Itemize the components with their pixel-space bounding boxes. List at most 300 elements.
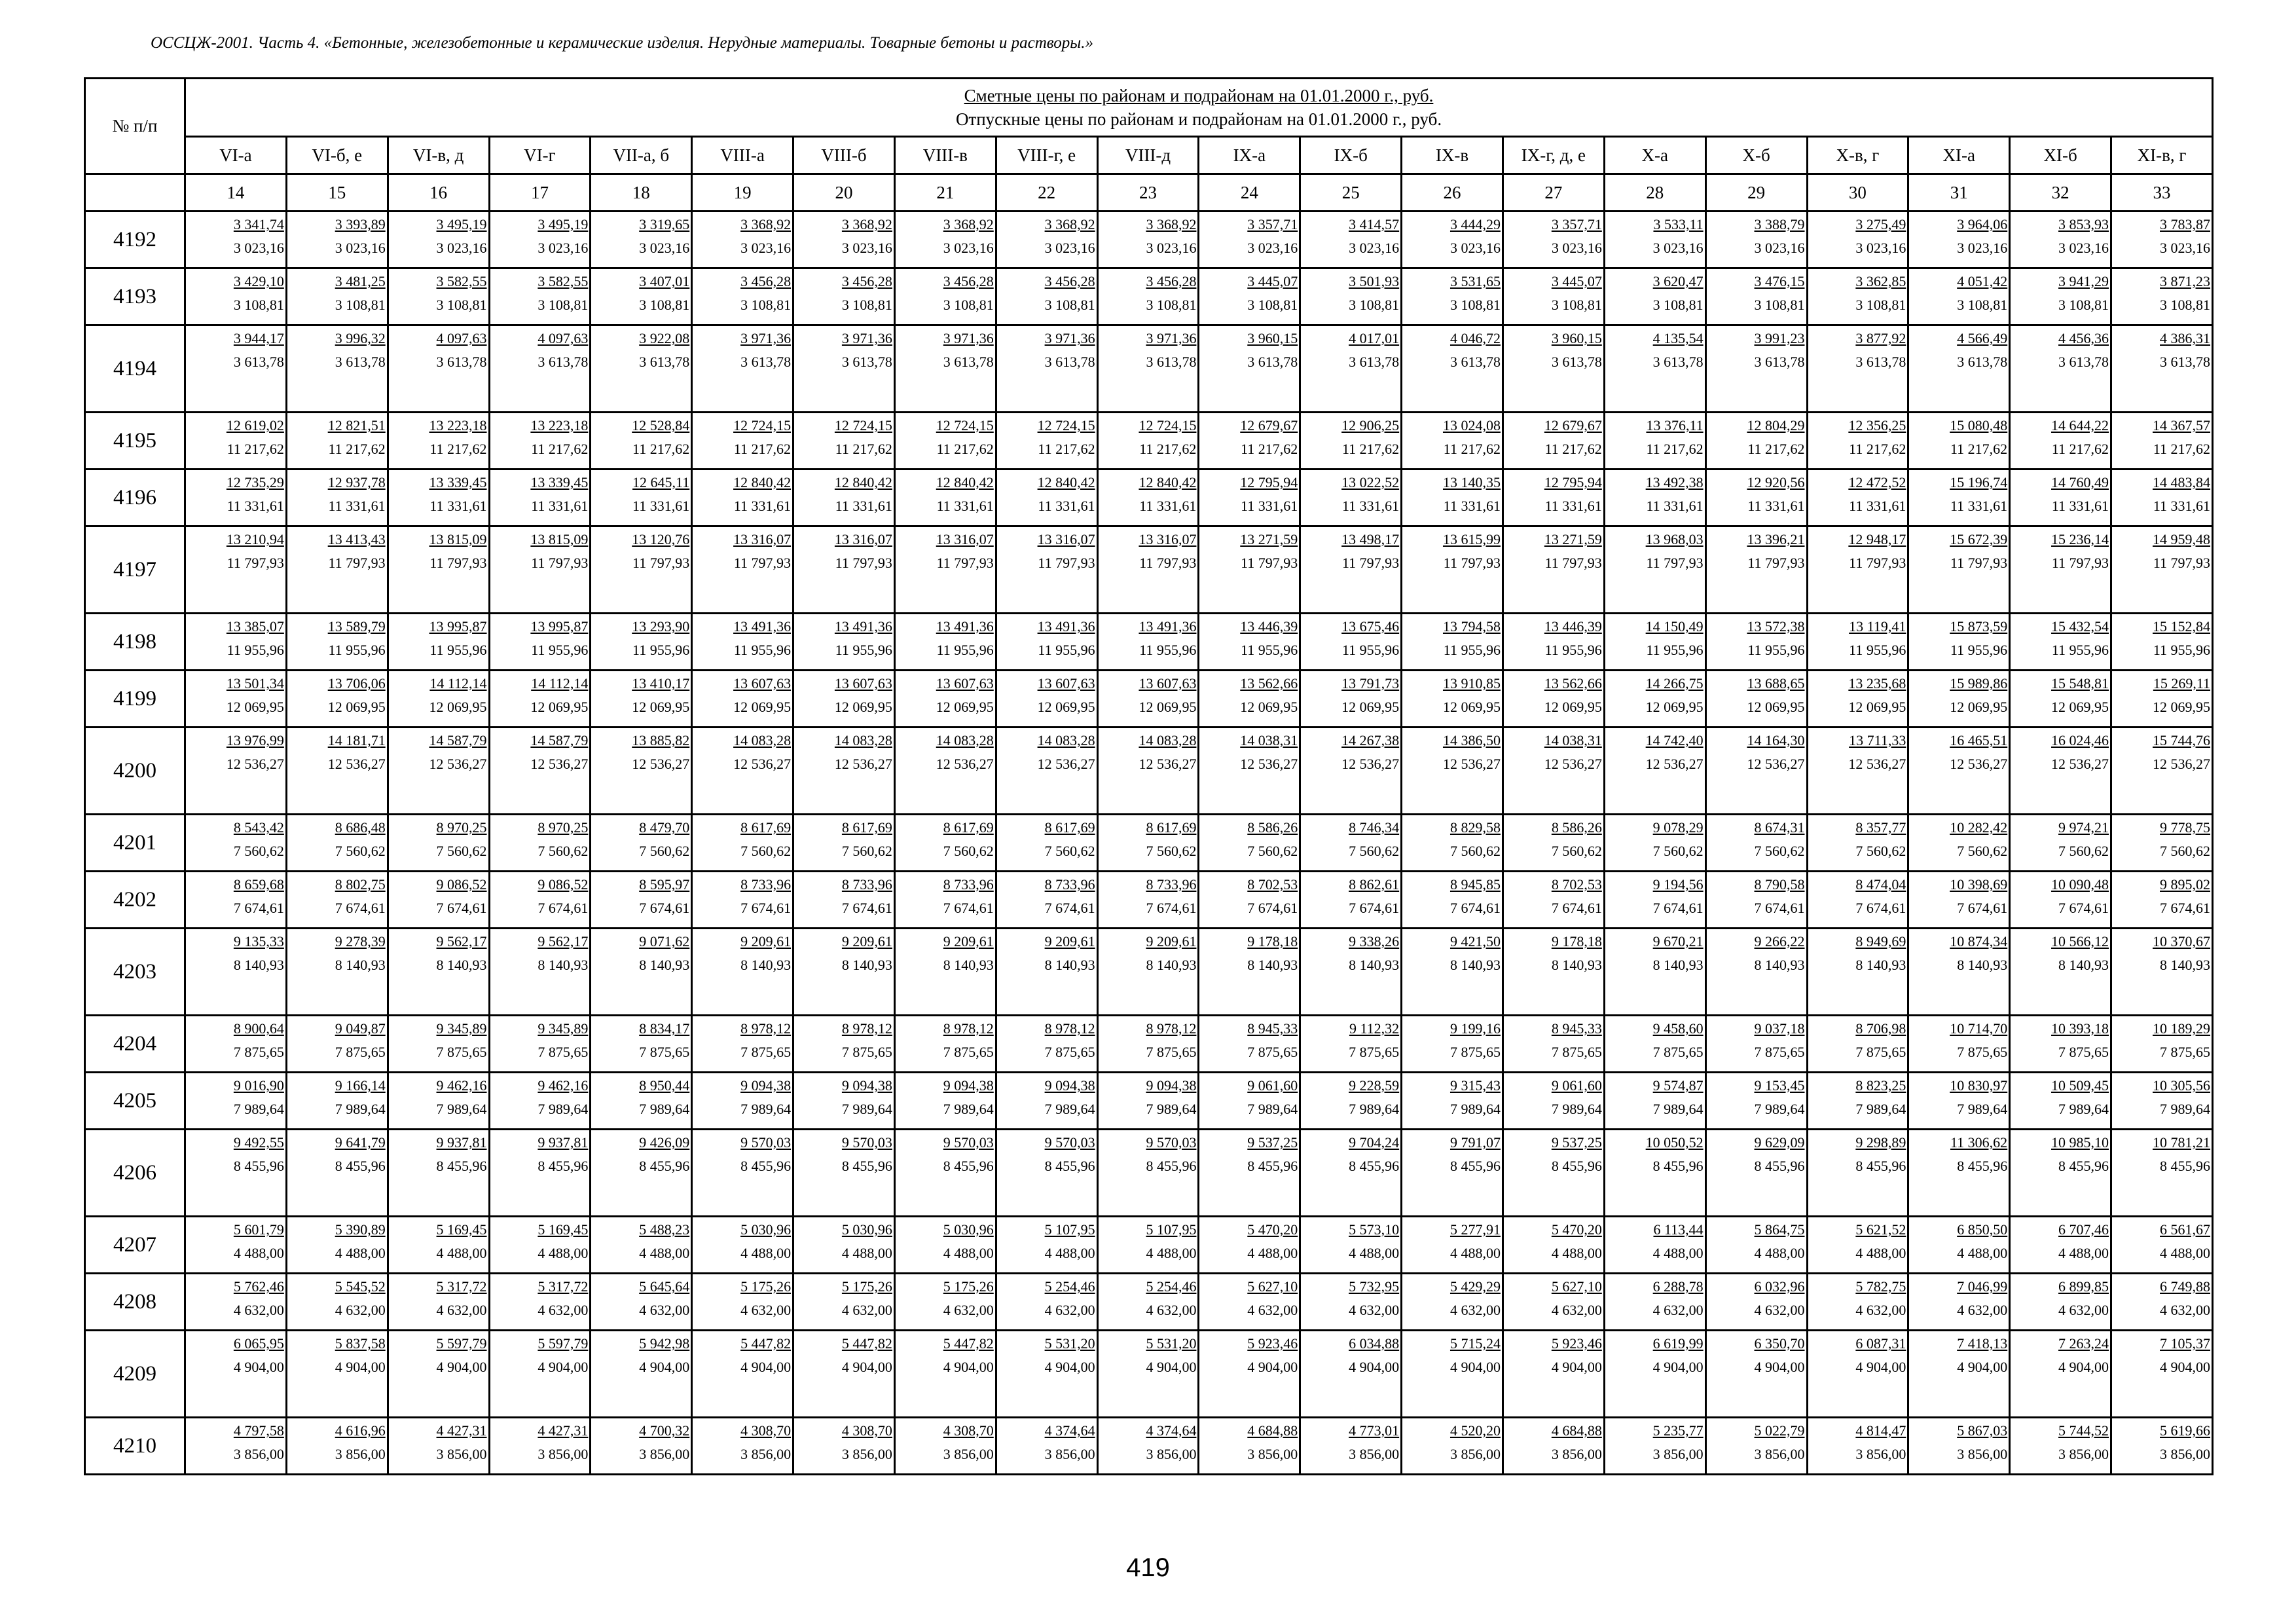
price-cell	[1705, 1073, 1807, 1130]
release-price: 11 955,96	[227, 642, 284, 658]
column-number: 18	[591, 174, 692, 212]
release-price: 7 989,64	[2160, 1101, 2211, 1117]
district-header: IX-в	[1402, 137, 1503, 174]
estimate-price: 8 834,17	[639, 1020, 690, 1037]
estimate-price: 9 537,25	[1551, 1134, 1602, 1151]
estimate-price: 8 659,68	[233, 876, 284, 893]
price-cell	[1300, 1418, 1402, 1475]
estimate-price: 13 607,63	[733, 675, 792, 692]
estimate-price: 9 135,33	[233, 933, 284, 950]
release-price: 4 632,00	[1551, 1302, 1602, 1318]
release-price: 8 140,93	[639, 957, 690, 973]
estimate-price: 5 645,64	[639, 1278, 690, 1295]
price-cell	[793, 1217, 895, 1274]
table-row	[85, 1016, 2213, 1073]
release-price: 7 560,62	[841, 843, 892, 859]
release-price: 3 023,16	[1754, 240, 1805, 256]
estimate-price: 3 971,36	[841, 330, 892, 346]
price-cell	[1402, 1073, 1503, 1130]
release-price: 4 632,00	[639, 1302, 690, 1318]
release-price: 11 331,61	[2051, 498, 2109, 514]
price-cell	[286, 325, 388, 413]
release-price: 3 613,78	[841, 354, 892, 370]
estimate-price: 6 707,46	[2058, 1221, 2109, 1238]
estimate-price: 12 840,42	[733, 474, 792, 490]
price-cell	[1604, 728, 1705, 815]
price-cell	[1705, 815, 1807, 872]
price-cell	[388, 470, 489, 526]
price-cell	[1503, 413, 1604, 470]
estimate-price: 3 445,07	[1551, 273, 1602, 289]
release-price: 7 875,65	[1349, 1044, 1400, 1060]
price-cell	[1807, 1274, 1908, 1331]
price-cell	[894, 872, 996, 929]
district-header: VIII-б	[793, 137, 895, 174]
release-price: 4 904,00	[1957, 1359, 2008, 1375]
release-price: 3 856,00	[1449, 1446, 1501, 1462]
price-cell	[1705, 325, 1807, 413]
price-cell	[996, 1217, 1097, 1274]
release-price: 12 536,27	[1950, 756, 2008, 772]
estimate-price: 12 724,15	[834, 417, 892, 434]
estimate-price: 8 790,58	[1754, 876, 1805, 893]
estimate-price: 9 199,16	[1449, 1020, 1501, 1037]
price-cell	[793, 413, 895, 470]
price-cell	[1402, 1217, 1503, 1274]
estimate-price: 9 266,22	[1754, 933, 1805, 950]
estimate-price: 12 645,11	[632, 474, 690, 490]
price-cell	[388, 268, 489, 325]
price-cell	[1300, 212, 1402, 268]
release-price: 4 488,00	[1247, 1245, 1298, 1261]
price-cell	[1705, 929, 1807, 1016]
price-cell	[692, 413, 793, 470]
release-price: 4 904,00	[436, 1359, 487, 1375]
release-price: 4 632,00	[1754, 1302, 1805, 1318]
estimate-price: 10 714,70	[1950, 1020, 2008, 1037]
release-price: 11 955,96	[632, 642, 690, 658]
estimate-price: 9 209,61	[1146, 933, 1197, 950]
release-price: 4 904,00	[1652, 1359, 1704, 1375]
price-cell	[1503, 470, 1604, 526]
release-price: 7 560,62	[1247, 843, 1298, 859]
price-cell	[286, 1130, 388, 1217]
price-cell	[894, 1073, 996, 1130]
estimate-price: 3 319,65	[639, 216, 690, 232]
release-price: 12 536,27	[2153, 756, 2211, 772]
release-price: 7 674,61	[1349, 900, 1400, 916]
estimate-price: 8 970,25	[436, 819, 487, 836]
price-cell	[1199, 929, 1300, 1016]
price-cell	[793, 1130, 895, 1217]
release-price: 3 613,78	[436, 354, 487, 370]
price-cell	[1705, 413, 1807, 470]
estimate-price: 4 797,58	[233, 1422, 284, 1439]
price-cell	[286, 1217, 388, 1274]
release-price: 11 331,61	[632, 498, 690, 514]
estimate-price: 5 601,79	[233, 1221, 284, 1238]
price-cell	[2111, 614, 2213, 671]
price-cell	[894, 212, 996, 268]
release-price: 4 488,00	[841, 1245, 892, 1261]
column-number: 25	[1300, 174, 1402, 212]
price-cell	[489, 526, 591, 614]
release-price: 11 217,62	[733, 441, 792, 457]
estimate-price: 5 390,89	[335, 1221, 386, 1238]
estimate-price: 6 350,70	[1754, 1335, 1805, 1352]
estimate-price: 15 548,81	[2051, 675, 2109, 692]
price-cell	[1503, 325, 1604, 413]
estimate-price: 3 456,28	[1146, 273, 1197, 289]
release-price: 3 023,16	[1449, 240, 1501, 256]
price-cell	[793, 268, 895, 325]
price-cell	[1300, 1217, 1402, 1274]
estimate-price: 9 049,87	[335, 1020, 386, 1037]
price-cell	[591, 1331, 692, 1418]
estimate-price: 8 746,34	[1349, 819, 1400, 836]
estimate-price: 9 209,61	[1044, 933, 1095, 950]
release-price: 8 140,93	[233, 957, 284, 973]
estimate-price: 8 617,69	[943, 819, 994, 836]
release-price: 3 613,78	[335, 354, 386, 370]
estimate-price: 4 308,70	[740, 1422, 792, 1439]
estimate-price: 10 398,69	[1950, 876, 2008, 893]
price-cell	[1807, 1016, 1908, 1073]
price-cell	[185, 728, 287, 815]
estimate-price: 9 094,38	[1146, 1077, 1197, 1094]
release-price: 4 488,00	[1044, 1245, 1095, 1261]
estimate-price: 9 574,87	[1652, 1077, 1704, 1094]
price-cell	[1705, 1217, 1807, 1274]
price-cell	[591, 872, 692, 929]
table-row	[85, 268, 2213, 325]
row-number: 4204	[85, 1016, 185, 1073]
running-header: ОССЦЖ-2001. Часть 4. «Бетонные, железобетонные и керамические изделия. Нерудные материалы. Товарные бетоны и растворы.»	[151, 34, 1093, 52]
price-cell	[1503, 614, 1604, 671]
estimate-price: 16 465,51	[1950, 732, 2008, 748]
release-price: 4 904,00	[1146, 1359, 1197, 1375]
price-cell	[1604, 1217, 1705, 1274]
price-cell	[1604, 325, 1705, 413]
estimate-price: 9 086,52	[538, 876, 589, 893]
price-cell	[1908, 212, 2010, 268]
price-cell	[1300, 1073, 1402, 1130]
estimate-price: 8 706,98	[1855, 1020, 1906, 1037]
estimate-price: 3 582,55	[436, 273, 487, 289]
estimate-price: 5 597,79	[436, 1335, 487, 1352]
release-price: 3 023,16	[1247, 240, 1298, 256]
price-cell	[2111, 1331, 2213, 1418]
price-cell	[996, 1274, 1097, 1331]
release-price: 4 632,00	[436, 1302, 487, 1318]
estimate-price: 9 570,03	[1044, 1134, 1095, 1151]
price-cell	[996, 929, 1097, 1016]
price-cell	[388, 728, 489, 815]
price-cell	[1097, 1130, 1199, 1217]
release-price: 8 455,96	[1146, 1158, 1197, 1174]
estimate-price: 8 978,12	[841, 1020, 892, 1037]
estimate-price: 6 087,31	[1855, 1335, 1906, 1352]
price-cell	[2111, 212, 2213, 268]
price-cell	[1807, 268, 1908, 325]
estimate-price: 5 169,45	[538, 1221, 589, 1238]
price-cell	[286, 815, 388, 872]
release-price: 11 217,62	[328, 441, 386, 457]
release-price: 7 989,64	[740, 1101, 792, 1117]
release-price: 11 331,61	[328, 498, 386, 514]
price-cell	[1199, 470, 1300, 526]
release-price: 7 875,65	[538, 1044, 589, 1060]
estimate-price: 12 795,94	[1544, 474, 1602, 490]
estimate-price: 14 742,40	[1645, 732, 1704, 748]
estimate-price: 8 949,69	[1855, 933, 1906, 950]
estimate-price: 3 971,36	[740, 330, 792, 346]
estimate-price: 13 501,34	[226, 675, 284, 692]
estimate-price: 3 495,19	[436, 216, 487, 232]
price-cell	[793, 728, 895, 815]
row-number: 4205	[85, 1073, 185, 1130]
release-price: 12 069,95	[327, 699, 386, 715]
release-price: 11 955,96	[1038, 642, 1095, 658]
price-cell	[1604, 470, 1705, 526]
release-price: 11 797,93	[328, 555, 386, 571]
release-price: 8 455,96	[436, 1158, 487, 1174]
release-price: 7 989,64	[1551, 1101, 1602, 1117]
price-cell	[692, 815, 793, 872]
estimate-price: 9 345,89	[538, 1020, 589, 1037]
release-price: 7 674,61	[1044, 900, 1095, 916]
price-cell	[286, 1274, 388, 1331]
estimate-price: 12 804,29	[1747, 417, 1805, 434]
release-price: 3 023,16	[335, 240, 386, 256]
release-price: 11 797,93	[733, 555, 792, 571]
release-price: 3 613,78	[1551, 354, 1602, 370]
estimate-price: 5 235,77	[1652, 1422, 1704, 1439]
release-price: 12 069,95	[2153, 699, 2211, 715]
release-price: 11 331,61	[1747, 498, 1805, 514]
estimate-price: 5 573,10	[1349, 1221, 1400, 1238]
release-price: 12 536,27	[530, 756, 589, 772]
price-cell	[1402, 815, 1503, 872]
release-price: 3 856,00	[1349, 1446, 1400, 1462]
estimate-price: 7 263,24	[2058, 1335, 2109, 1352]
estimate-price: 11 306,62	[1950, 1134, 2008, 1151]
price-cell	[692, 1418, 793, 1475]
estimate-price: 5 447,82	[740, 1335, 792, 1352]
estimate-price: 3 368,92	[841, 216, 892, 232]
price-cell	[692, 470, 793, 526]
estimate-price: 12 840,42	[936, 474, 994, 490]
estimate-price: 13 688,65	[1747, 675, 1805, 692]
release-price: 3 108,81	[1449, 297, 1501, 313]
district-header: VIII-а	[692, 137, 793, 174]
estimate-price: 9 086,52	[436, 876, 487, 893]
release-price: 4 488,00	[1349, 1245, 1400, 1261]
release-price: 3 108,81	[1957, 297, 2008, 313]
district-header: X-в, г	[1807, 137, 1908, 174]
row-number: 4207	[85, 1217, 185, 1274]
estimate-price: 9 278,39	[335, 933, 386, 950]
release-price: 7 989,64	[538, 1101, 589, 1117]
price-cell	[388, 1418, 489, 1475]
release-price: 3 613,78	[1449, 354, 1501, 370]
estimate-price: 5 619,66	[2160, 1422, 2211, 1439]
district-header: X-а	[1604, 137, 1705, 174]
price-cell	[894, 728, 996, 815]
estimate-price: 16 024,46	[2051, 732, 2109, 748]
release-price: 8 455,96	[639, 1158, 690, 1174]
price-cell	[2111, 671, 2213, 728]
estimate-price: 3 960,15	[1247, 330, 1298, 346]
estimate-price: 3 501,93	[1349, 273, 1400, 289]
price-cell	[2111, 1418, 2213, 1475]
estimate-price: 9 791,07	[1449, 1134, 1501, 1151]
release-price: 3 613,78	[639, 354, 690, 370]
release-price: 3 108,81	[943, 297, 994, 313]
release-price: 3 023,16	[1146, 240, 1197, 256]
estimate-price: 9 178,18	[1551, 933, 1602, 950]
estimate-price: 3 357,71	[1247, 216, 1298, 232]
price-cell	[1300, 872, 1402, 929]
price-cell	[388, 614, 489, 671]
column-number: 33	[2111, 174, 2213, 212]
release-price: 8 455,96	[1754, 1158, 1805, 1174]
price-cell	[1199, 1418, 1300, 1475]
release-price: 11 331,61	[429, 498, 487, 514]
estimate-price: 14 038,31	[1544, 732, 1602, 748]
release-price: 3 023,16	[841, 240, 892, 256]
release-price: 8 455,96	[841, 1158, 892, 1174]
release-price: 12 536,27	[1037, 756, 1095, 772]
estimate-price: 13 572,38	[1747, 618, 1805, 635]
release-price: 3 108,81	[1044, 297, 1095, 313]
release-prices-title: Отпускные цены по районам и подрайонам на 01.01.2000 г., руб.	[955, 109, 1442, 129]
price-cell	[1402, 671, 1503, 728]
estimate-price: 12 724,15	[1139, 417, 1197, 434]
table-row	[85, 1331, 2213, 1418]
estimate-price: 15 989,86	[1950, 675, 2008, 692]
price-cell	[894, 413, 996, 470]
table-row	[85, 929, 2213, 1016]
price-cell	[1503, 1016, 1604, 1073]
release-price: 7 875,65	[1957, 1044, 2008, 1060]
estimate-price: 4 700,32	[639, 1422, 690, 1439]
release-price: 11 331,61	[1544, 498, 1602, 514]
estimate-price: 10 566,12	[2051, 933, 2109, 950]
release-price: 7 560,62	[1449, 843, 1501, 859]
release-price: 7 875,65	[1247, 1044, 1298, 1060]
release-price: 11 797,93	[2153, 555, 2211, 571]
release-price: 4 632,00	[1449, 1302, 1501, 1318]
release-price: 7 989,64	[1855, 1101, 1906, 1117]
price-cell	[1908, 1130, 2010, 1217]
release-price: 12 069,95	[1848, 699, 1906, 715]
estimate-price: 5 867,03	[1957, 1422, 2008, 1439]
estimate-price: 12 821,51	[327, 417, 386, 434]
estimate-price: 8 702,53	[1247, 876, 1298, 893]
release-price: 7 875,65	[1652, 1044, 1704, 1060]
price-cell	[1097, 1073, 1199, 1130]
release-price: 4 904,00	[1044, 1359, 1095, 1375]
release-price: 3 023,16	[233, 240, 284, 256]
estimate-price: 9 194,56	[1652, 876, 1704, 893]
price-cell	[1604, 268, 1705, 325]
release-price: 11 217,62	[2051, 441, 2109, 457]
estimate-price: 14 164,30	[1747, 732, 1805, 748]
price-cell	[2010, 1130, 2111, 1217]
release-price: 11 797,93	[936, 555, 994, 571]
release-price: 8 455,96	[1044, 1158, 1095, 1174]
column-number: 24	[1199, 174, 1300, 212]
estimate-price: 3 456,28	[1044, 273, 1095, 289]
estimate-price: 13 995,87	[429, 618, 487, 635]
price-cell	[1300, 1130, 1402, 1217]
column-number: 32	[2010, 174, 2111, 212]
release-price: 3 613,78	[1349, 354, 1400, 370]
release-price: 3 856,00	[2160, 1446, 2211, 1462]
price-cell	[489, 1274, 591, 1331]
release-price: 7 560,62	[1146, 843, 1197, 859]
estimate-price: 12 724,15	[1037, 417, 1095, 434]
estimate-price: 12 724,15	[733, 417, 792, 434]
release-price: 7 560,62	[943, 843, 994, 859]
estimate-price: 5 030,96	[740, 1221, 792, 1238]
price-cell	[1402, 413, 1503, 470]
row-number: 4192	[85, 212, 185, 268]
table-title	[185, 79, 2213, 137]
release-price: 8 140,93	[2058, 957, 2109, 973]
release-price: 3 856,00	[1652, 1446, 1704, 1462]
price-cell	[996, 1016, 1097, 1073]
release-price: 4 488,00	[2058, 1245, 2109, 1261]
estimate-price: 14 150,49	[1645, 618, 1704, 635]
release-price: 7 989,64	[1247, 1101, 1298, 1117]
table-row	[85, 1073, 2213, 1130]
release-price: 4 632,00	[2160, 1302, 2211, 1318]
price-cell	[2111, 872, 2213, 929]
price-cell	[489, 1418, 591, 1475]
estimate-price: 4 308,70	[943, 1422, 994, 1439]
price-cell	[1097, 815, 1199, 872]
price-cell	[793, 1274, 895, 1331]
price-cell	[489, 268, 591, 325]
price-cell	[591, 526, 692, 614]
estimate-price: 9 094,38	[740, 1077, 792, 1094]
table-row	[85, 728, 2213, 815]
estimate-price: 4 374,64	[1044, 1422, 1095, 1439]
estimate-price: 4 374,64	[1146, 1422, 1197, 1439]
release-price: 3 613,78	[1146, 354, 1197, 370]
release-price: 12 536,27	[1645, 756, 1704, 772]
release-price: 11 797,93	[1849, 555, 1906, 571]
estimate-price: 13 615,99	[1442, 531, 1501, 547]
price-cell	[793, 526, 895, 614]
price-cell	[692, 1130, 793, 1217]
release-price: 11 955,96	[328, 642, 386, 658]
estimate-price: 4 566,49	[1957, 330, 2008, 346]
price-cell	[489, 815, 591, 872]
estimate-price: 13 293,90	[632, 618, 690, 635]
price-cell	[692, 268, 793, 325]
price-cell	[1097, 212, 1199, 268]
estimate-price: 9 315,43	[1449, 1077, 1501, 1094]
price-cell	[793, 212, 895, 268]
price-cell	[1402, 1418, 1503, 1475]
price-cell	[692, 872, 793, 929]
release-price: 4 632,00	[943, 1302, 994, 1318]
estimate-price: 8 595,97	[639, 876, 690, 893]
release-price: 7 560,62	[2160, 843, 2211, 859]
